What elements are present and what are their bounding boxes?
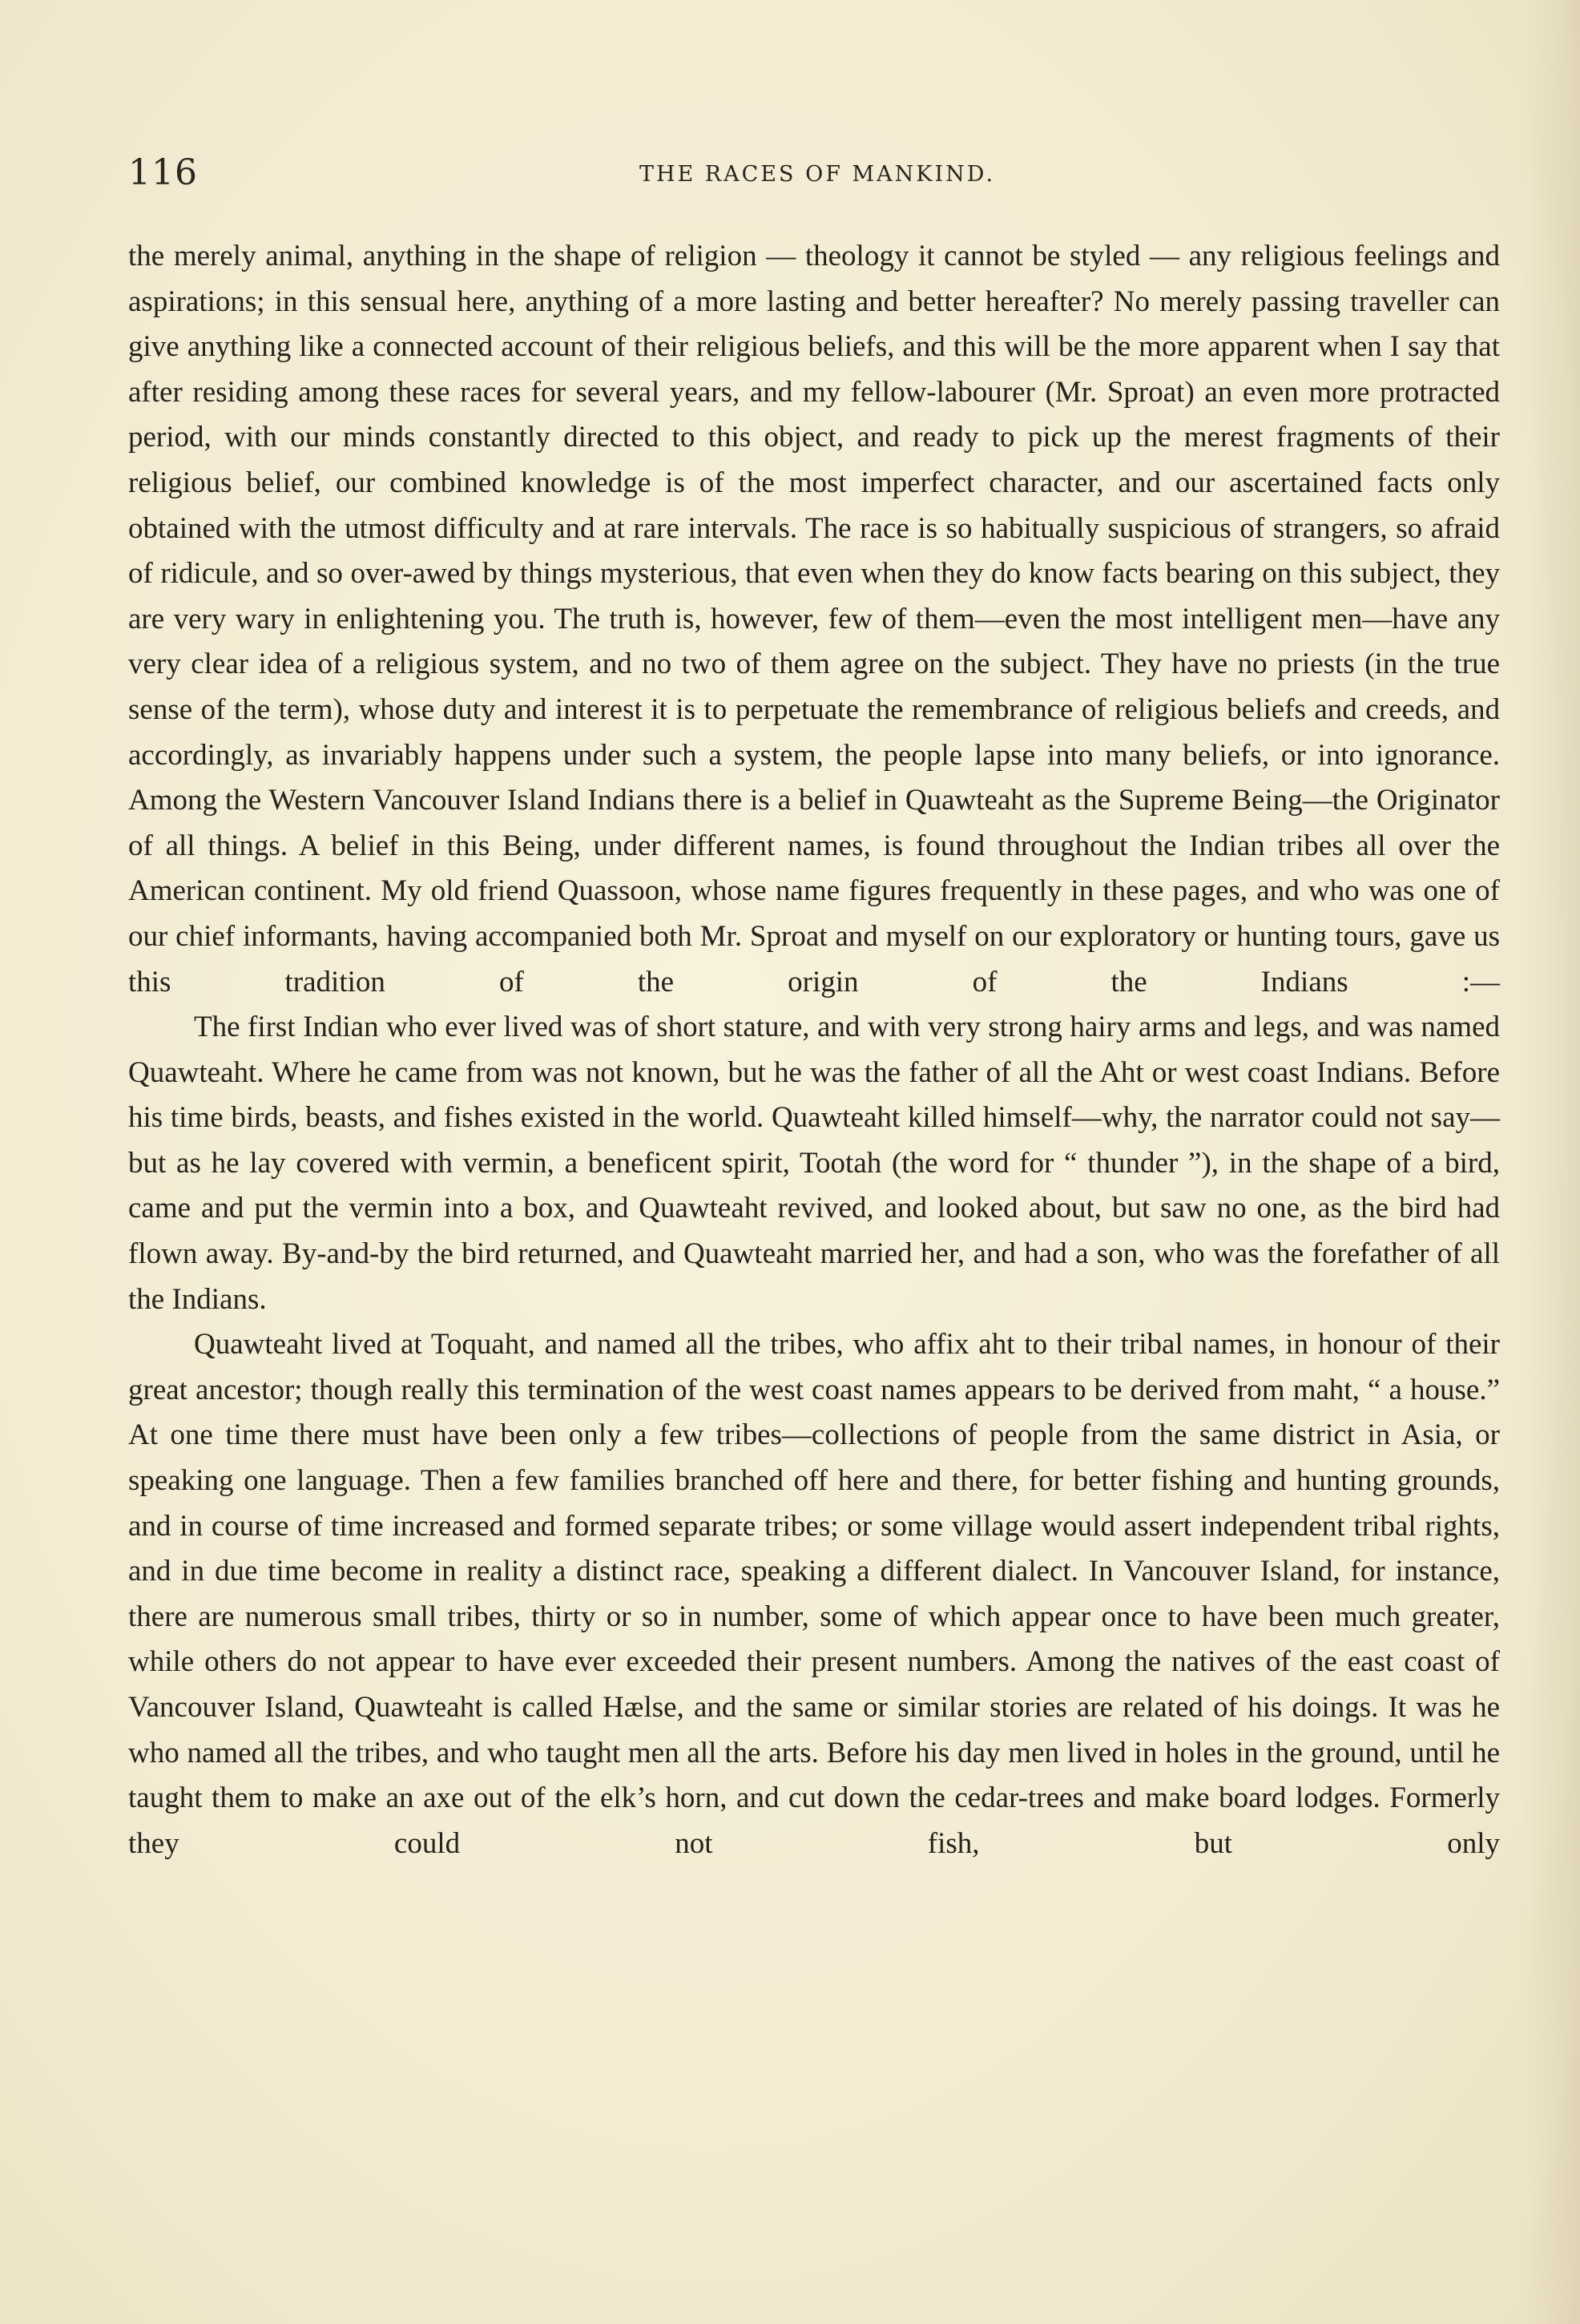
- running-head: THE RACES OF MANKIND.: [639, 162, 996, 187]
- page-header: [128, 152, 1506, 200]
- body-text: [128, 234, 1500, 1866]
- page-edge-shadow: [1524, 0, 1580, 2324]
- paragraph-3: Quawteaht lived at Toquaht, and named all the tribes, who affix aht to their tribal names, in honour of their great ancestor; though really this termination of the west coast names appears to be derived from maht, “ a house.” At one time there must have been only a few tribes—collections of people from the same district in Asia, or speaking one language. Then a few families branched off here and there, for better fishing and hunting grounds, and in course of time increased and formed separate tribes; or some village would assert independent tribal rights, and in due time become in reality a distinct race, speaking a different dialect. In Vancouver Island, for instance, there are numerous small tribes, thirty or so in number, some of which appear once to have been much greater, while others do not appear to have ever exceeded their present numbers. Among the natives of the east coast of Vancouver Island, Quawteaht is called Hælse, and the same or similar stories are related of his doings. It was he who named all the tribes, and who taught men all the arts. Before his day men lived in holes in the ground, until he taught them to make an axe out of the elk’s horn, and cut down the cedar-trees and make board lodges. Formerly they could not fish, but only: [128, 1328, 1500, 1860]
- paragraph-1: the merely animal, anything in the shape of religion — theology it cannot be styled — any religious feelings and aspirations; in this sensual here, anything of a more lasting and better hereafter? No merely passing traveller can give anything like a connected account of their religious beliefs, and this will be the more apparent when I say that after residing among these races for several years, and my fellow-labourer (Mr. Sproat) an even more protracted period, with our minds constantly directed to this object, and ready to pick up the merest fragments of their religious belief, our combined knowledge is of the most imperfect character, and our ascertained facts only obtained with the utmost difficulty and at rare intervals. The race is so habitually suspicious of strangers, so afraid of ridicule, and so over-awed by things mysterious, that even when they do know facts bearing on this subject, they are very wary in enlightening you. The truth is, however, few of them—even the most intelligent men—have any very clear idea of a religious system, and no two of them agree on the subject. They have no priests (in the true sense of the term), whose duty and interest it is to perpetuate the remembrance of religious beliefs and creeds, and accordingly, as invariably happens under such a system, the people lapse into many beliefs, or into ignorance. Among the Western Vancouver Island Indians there is a belief in Quawteaht as the Supreme Being—the Originator of all things. A belief in this Being, under different names, is found throughout the Indian tribes all over the American continent. My old friend Quassoon, whose name figures frequently in these pages, and who was one of our chief informants, having accompanied both Mr. Sproat and myself on our exploratory or hunting tours, gave us this tradition of the origin of the Indians :—: [128, 240, 1500, 999]
- page-number: 116: [128, 152, 198, 193]
- paragraph-2: The first Indian who ever lived was of short stature, and with very strong hairy arms and legs, and was named Quawteaht. Where he came from was not known, but he was the father of all the Aht or west coast Indians. Before his time birds, beasts, and fishes existed in the world. Quawteaht killed himself—why, the narrator could not say—but as he lay covered with vermin, a beneficent spirit, Tootah (the word for “ thunder ”), in the shape of a bird, came and put the vermin into a box, and Quawteaht revived, and looked about, but saw no one, as the bird had flown away. By-and-by the bird returned, and Quawteaht married her, and had a son, who was the forefather of all the Indians.: [128, 1011, 1500, 1316]
